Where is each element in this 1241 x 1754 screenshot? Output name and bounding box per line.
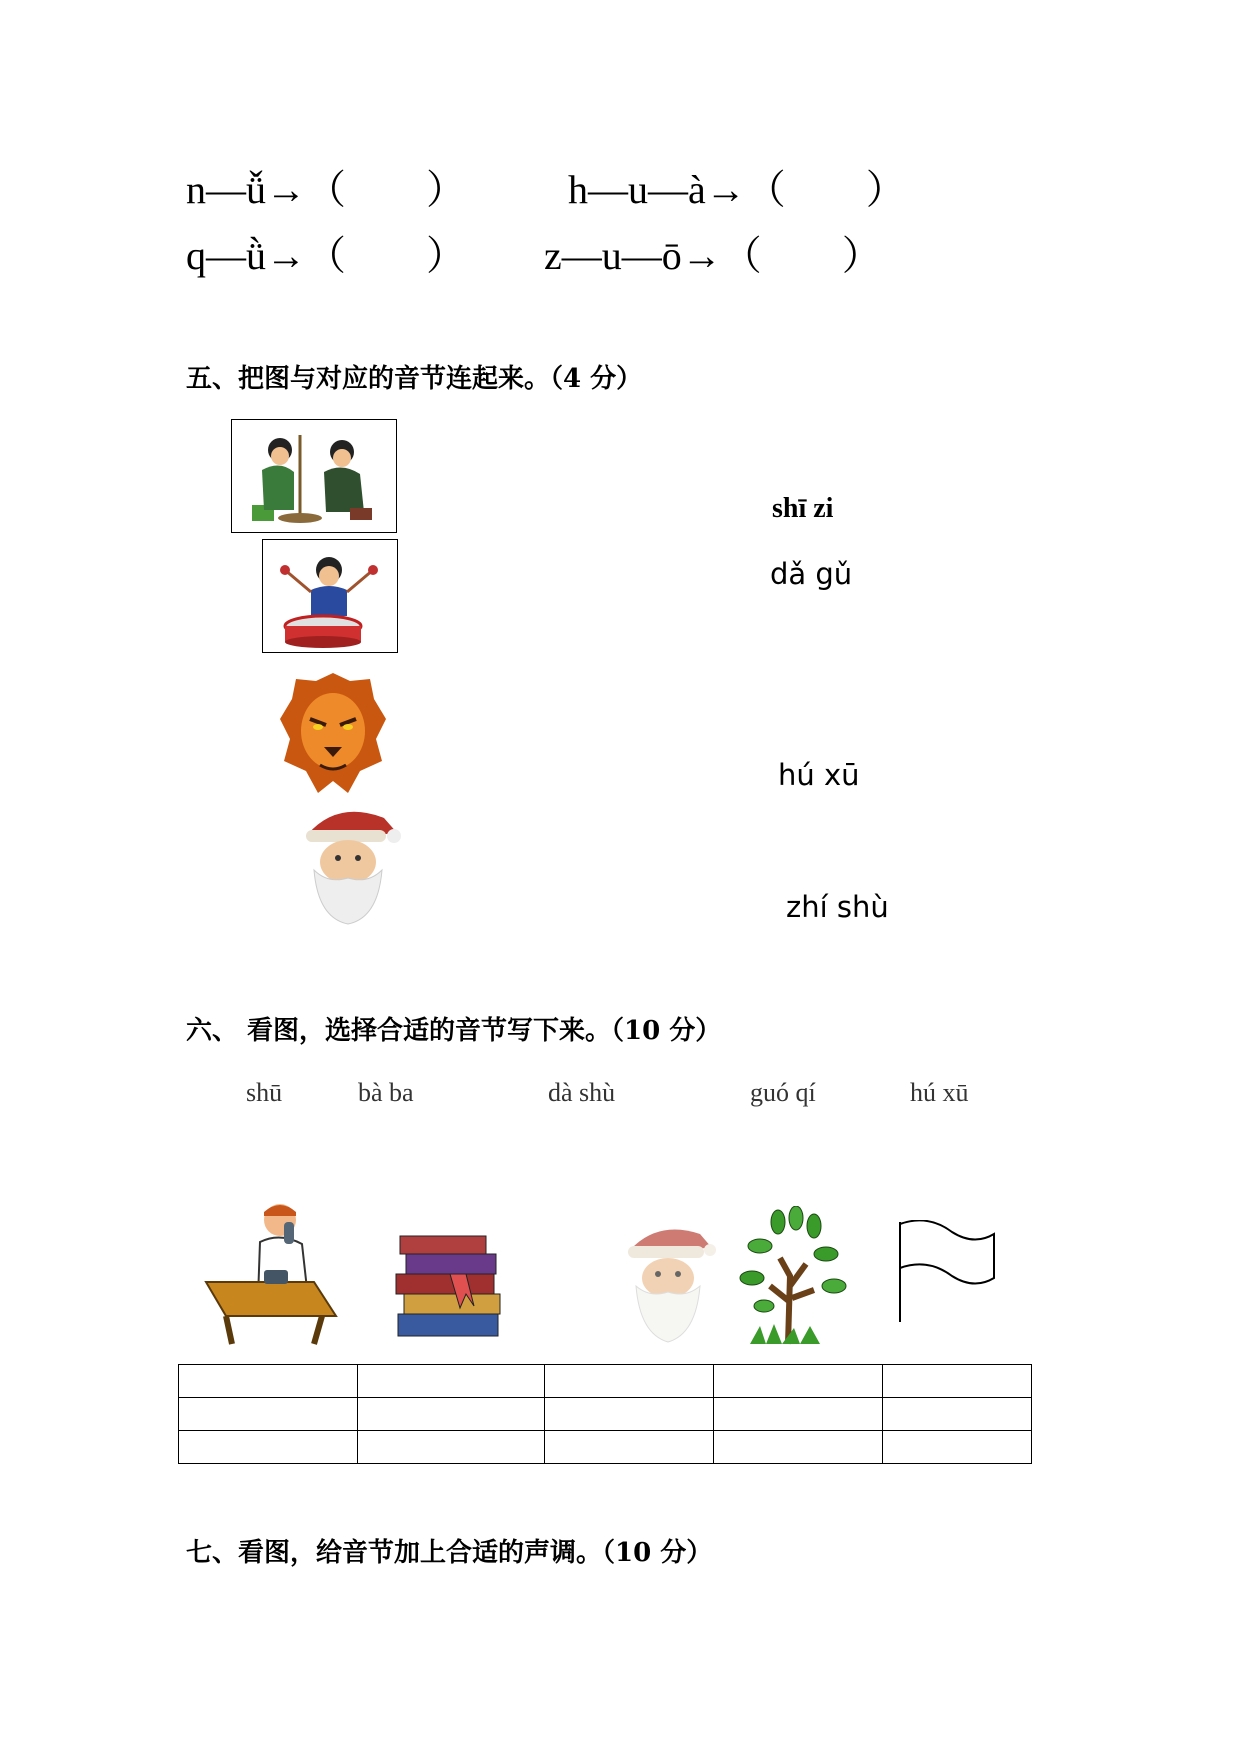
- santa-face-icon[interactable]: [622, 1216, 716, 1344]
- pinyin-row-1-right: h—u—à→（ ）: [568, 167, 906, 212]
- grid-row: [179, 1398, 1032, 1431]
- option-da-shu: dà shù: [548, 1078, 616, 1107]
- pinyin-row-2-left: q—ǜ→（ ）: [186, 233, 466, 278]
- grid-cell[interactable]: [883, 1398, 1032, 1431]
- grid-cell[interactable]: [358, 1398, 545, 1431]
- grid-cell[interactable]: [714, 1398, 883, 1431]
- syllable-shi-zi: shī zi: [772, 493, 834, 524]
- pinyin-row-2-right: z—u—ō→（ ）: [544, 233, 882, 278]
- grid-cell[interactable]: [358, 1365, 545, 1398]
- tree-icon[interactable]: [730, 1206, 854, 1346]
- grid-row: [179, 1431, 1032, 1464]
- lion-icon[interactable]: [278, 669, 388, 797]
- section6-title: 六、 看图，选择合适的音节写下来。（10 分）: [186, 1016, 722, 1046]
- section5-title: 五、把图与对应的音节连起来。（4 分）: [186, 364, 643, 394]
- planting-trees-icon: [232, 420, 396, 532]
- grid-cell[interactable]: [179, 1398, 358, 1431]
- drum-boy-icon: [263, 540, 397, 652]
- syllable-zhi-shu: zhí shù: [786, 890, 889, 924]
- grid-row: [179, 1365, 1032, 1398]
- syllable-hu-xu: hú xū: [778, 758, 860, 792]
- flag-icon[interactable]: [898, 1220, 998, 1324]
- grid-cell[interactable]: [179, 1365, 358, 1398]
- books-icon[interactable]: [390, 1234, 514, 1344]
- option-ba-ba: bà ba: [358, 1078, 414, 1107]
- drum-boy-picture[interactable]: [262, 539, 398, 653]
- pinyin-row-1-left: n—ǚ→（ ）: [186, 167, 466, 212]
- answer-grid: [178, 1364, 1032, 1464]
- grid-cell[interactable]: [714, 1431, 883, 1464]
- man-at-desk-icon[interactable]: [202, 1198, 338, 1346]
- grid-cell[interactable]: [179, 1431, 358, 1464]
- grid-cell[interactable]: [883, 1365, 1032, 1398]
- grid-cell[interactable]: [545, 1431, 714, 1464]
- planting-trees-picture[interactable]: [231, 419, 397, 533]
- grid-cell[interactable]: [883, 1431, 1032, 1464]
- grid-cell[interactable]: [545, 1398, 714, 1431]
- option-shu: shū: [246, 1078, 283, 1107]
- syllable-da-gu: dǎ gǔ: [770, 557, 853, 591]
- option-hu-xu: hú xū: [910, 1078, 969, 1107]
- grid-cell[interactable]: [358, 1431, 545, 1464]
- santa-icon[interactable]: [298, 800, 402, 926]
- grid-cell[interactable]: [714, 1365, 883, 1398]
- section7-title: 七、看图，给音节加上合适的声调。（10 分）: [186, 1538, 713, 1568]
- option-guo-qi: guó qí: [750, 1078, 816, 1107]
- grid-cell[interactable]: [545, 1365, 714, 1398]
